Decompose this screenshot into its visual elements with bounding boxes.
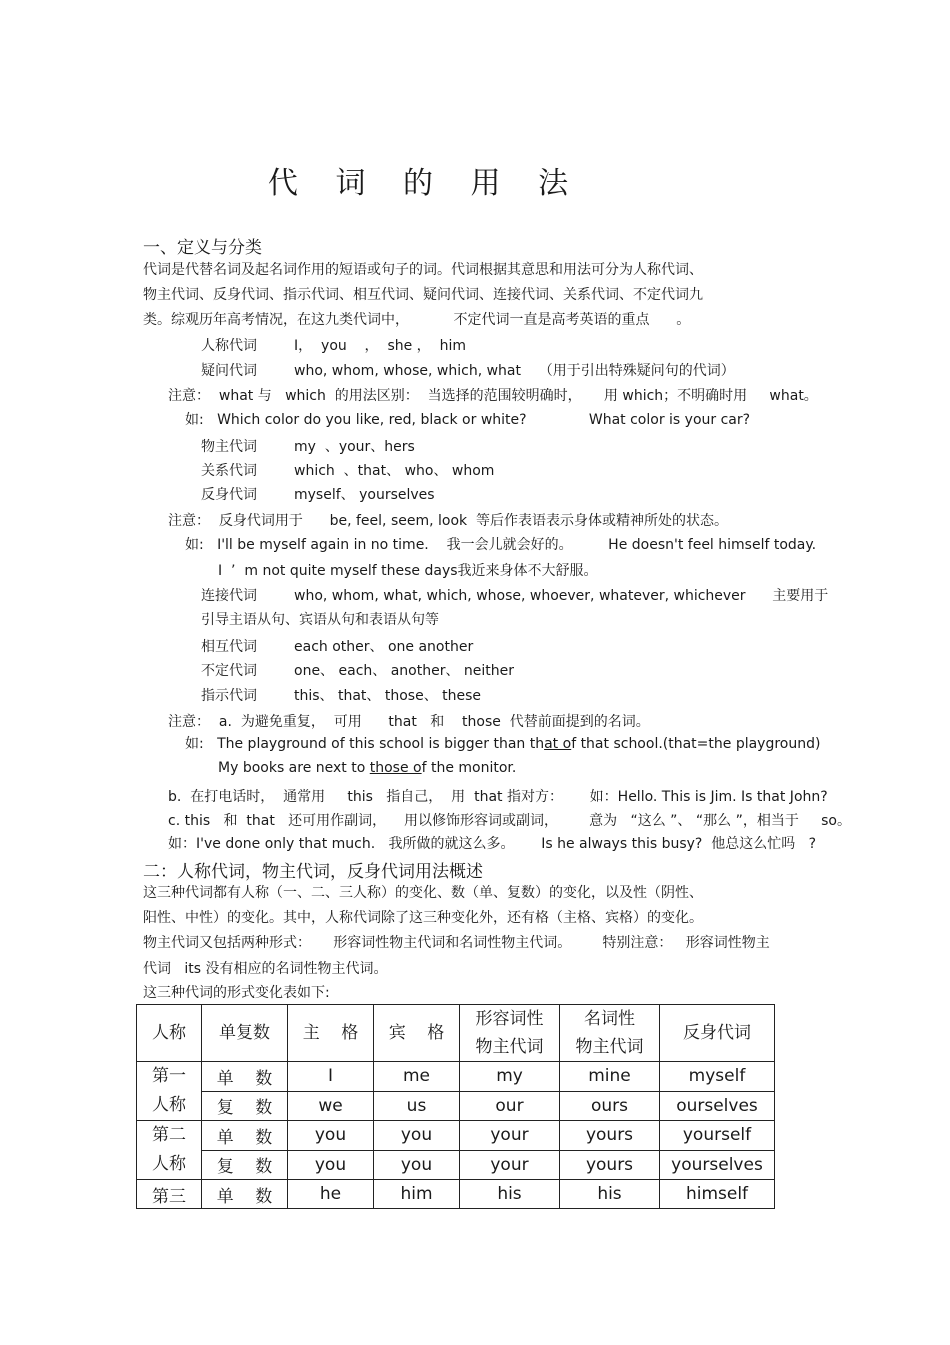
example-reflexive-2: I ’ m not quite myself these days我近来身体不大舒服。 [218, 563, 598, 579]
text-run: 如: The playground of this school is bigger than th [185, 736, 545, 752]
person-label: 人称 [152, 1095, 186, 1115]
row-label: 人称代词 [201, 338, 257, 354]
table-row [137, 1150, 775, 1180]
table-cell: him [374, 1180, 460, 1209]
section2-line-2: 阳性、中性）的变化。其中，人称代词除了这三种变化外，还有格（主格、宾格）的变化。 [143, 910, 703, 926]
number-cell: 单 数 [202, 1121, 288, 1151]
number-cell: 单 数 [202, 1062, 288, 1092]
connective-usage: 引导主语从句、宾语从句和表语从句等 [201, 612, 439, 628]
number-cell: 单 数 [202, 1180, 288, 1209]
table-cell: himself [660, 1180, 775, 1209]
table-cell: ourselves [660, 1091, 775, 1121]
note-reflexive: 注意： 反身代词用于 be, feel, seem, look 等后作表语表示身体或精神所处的状态。 [168, 513, 729, 529]
header-cell: 宾 格 [374, 1005, 460, 1062]
example-what-which: 如: Which color do you like, red, black or white? What color is your car? [185, 412, 751, 428]
table-cell: your [460, 1150, 560, 1180]
section2-line-5: 这三种代词的形式变化表如下: [143, 985, 330, 1001]
person-label: 第二 [152, 1125, 186, 1145]
table-cell: his [460, 1180, 560, 1209]
table-cell: my [460, 1062, 560, 1092]
table-header-row [137, 1005, 775, 1062]
row-label: 疑问代词 [201, 363, 257, 379]
text-run: f that school.(that=the playground) [571, 736, 821, 752]
intro-line-2: 物主代词、反身代词、指示代词、相互代词、疑问代词、连接代词、关系代词、不定代词九 [143, 287, 703, 303]
pronoun-forms-table [136, 1004, 775, 1209]
table-row [137, 1062, 775, 1092]
underlined-text: those o [369, 760, 422, 776]
row-label: 相互代词 [201, 639, 257, 655]
table-cell: his [560, 1180, 660, 1209]
header-cell: 反身代词 [660, 1005, 775, 1062]
row-value: this、 that、 those、 these [294, 688, 482, 704]
number-cell: 复 数 [202, 1091, 288, 1121]
table-cell: us [374, 1091, 460, 1121]
section2-line-3: 物主代词又包括两种形式： 形容词性物主代词和名词性物主代词。 特别注意： 形容词性物主 [143, 935, 770, 951]
note-what-which: 注意： what 与 which 的用法区别： 当选择的范围较明确时， 用 which；不明确时用 what。 [168, 388, 818, 404]
table-cell: our [460, 1091, 560, 1121]
row-value: who, whom, what, which, whose, whoever, whatever, whichever 主要用于 [294, 588, 829, 604]
table-cell: mine [560, 1062, 660, 1092]
underlined-text: at o [544, 736, 572, 752]
header-cell: 名词性 物主代词 [560, 1005, 660, 1062]
number-cell: 复 数 [202, 1150, 288, 1180]
table-row [137, 1180, 775, 1209]
row-label: 关系代词 [201, 463, 257, 479]
section2-line-4: 代词 its 没有相应的名词性物主代词。 [143, 961, 388, 977]
section2-line-1: 这三种代词都有人称（一、二、三人称）的变化、数（单、复数）的变化，以及性（阴性、 [143, 885, 703, 901]
page-title: 代 词 的 用 法 [267, 166, 583, 201]
header-cell: 单复数 [202, 1005, 288, 1062]
table-cell: yourselves [660, 1150, 775, 1180]
section1-heading: 一、定义与分类 [143, 238, 262, 258]
table-cell: we [288, 1091, 374, 1121]
example-those [218, 760, 516, 776]
table-row [137, 1121, 775, 1151]
table-cell: myself [660, 1062, 775, 1092]
row-value: I， you ， she ， him [294, 338, 466, 354]
person-cell: 第三 [137, 1180, 202, 1209]
table-cell: yours [560, 1150, 660, 1180]
header-cell: 主 格 [288, 1005, 374, 1062]
note-demonstrative: 注意： a. 为避免重复， 可用 that 和 those 代替前面提到的名词。 [168, 714, 650, 730]
person-cell [137, 1121, 202, 1180]
person-cell [137, 1062, 202, 1121]
intro-line-3: 类。综观历年高考情况，在这九类代词中， 不定代词一直是高考英语的重点 。 [143, 312, 691, 328]
text-run: f the monitor. [421, 760, 517, 776]
note-adverb: c. this 和 that 还可用作副词， 用以修饰形容词或副词， 意为 “这么 ”、 “那么 ”，相当于 so。 [168, 813, 851, 829]
row-label: 反身代词 [201, 487, 257, 503]
table-cell: you [374, 1121, 460, 1151]
table-cell: yours [560, 1121, 660, 1151]
row-label: 连接代词 [201, 588, 257, 604]
row-value: which 、that、 who、 whom [294, 463, 495, 479]
row-label: 物主代词 [201, 439, 257, 455]
header-cell: 形容词性 物主代词 [460, 1005, 560, 1062]
example-reflexive: 如: I'll be myself again in no time. 我一会儿就会好的。 He doesn't feel himself today. [185, 537, 817, 553]
person-label: 人称 [152, 1154, 186, 1174]
row-value: who, whom, whose, which, what （用于引出特殊疑问句的代词） [294, 363, 735, 379]
row-value: one、 each、 another、 neither [294, 663, 515, 679]
row-label: 不定代词 [201, 663, 257, 679]
table-cell: ours [560, 1091, 660, 1121]
table-cell: yourself [660, 1121, 775, 1151]
table-row [137, 1091, 775, 1121]
table-cell: you [288, 1121, 374, 1151]
table-cell: you [288, 1150, 374, 1180]
row-label: 指示代词 [201, 688, 257, 704]
row-value: myself、 yourselves [294, 487, 435, 503]
table-cell: me [374, 1062, 460, 1092]
row-value: my 、your、hers [294, 439, 415, 455]
example-that [185, 733, 820, 753]
intro-line-1: 代词是代替名词及起名词作用的短语或句子的词。代词根据其意思和用法可分为人称代词、 [143, 262, 703, 278]
table-cell: I [288, 1062, 374, 1092]
row-value: each other、 one another [294, 639, 474, 655]
table-cell: he [288, 1180, 374, 1209]
text-run: My books are next to [218, 760, 370, 776]
table-cell: your [460, 1121, 560, 1151]
section2-heading: 二：人称代词，物主代词，反身代词用法概述 [143, 862, 483, 882]
header-cell: 人称 [137, 1005, 202, 1062]
note-telephone: b. 在打电话时， 通常用 this 指自己， 用 that 指对方： 如：Hello. This is Jim. Is that John? [168, 789, 828, 805]
example-adverb: 如：I've done only that much. 我所做的就这么多。 Is he always this busy? 他总这么忙吗 ? [168, 836, 817, 852]
person-label: 第一 [152, 1066, 186, 1086]
table-cell: you [374, 1150, 460, 1180]
